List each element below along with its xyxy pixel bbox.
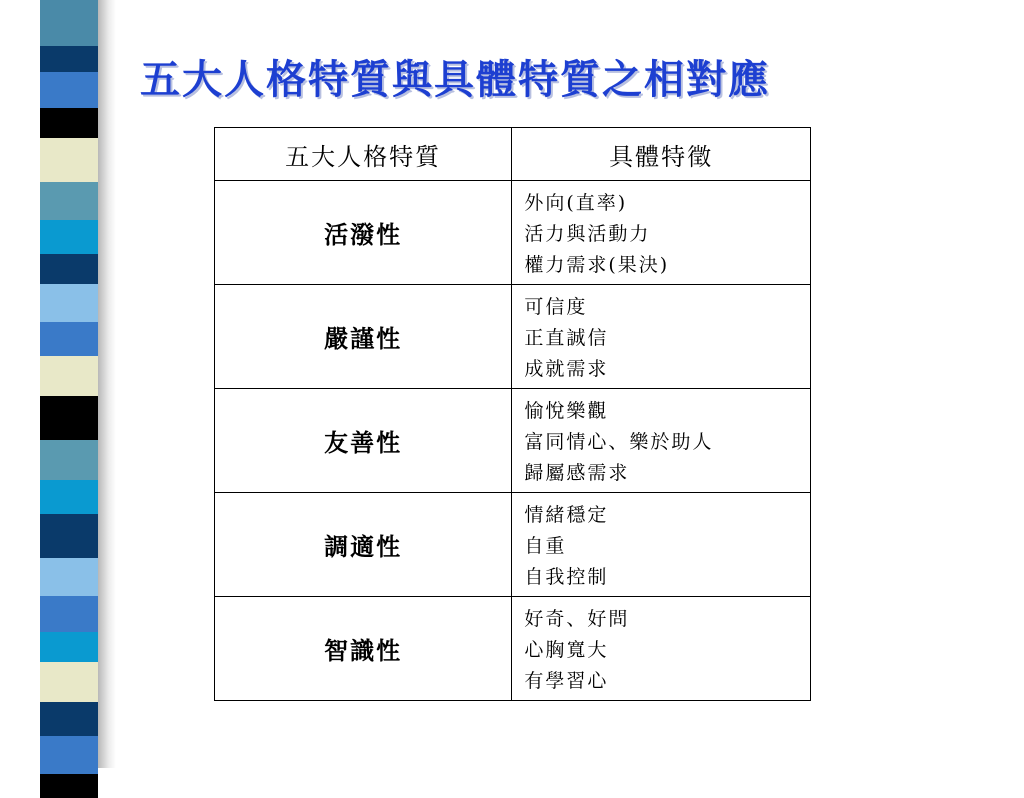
slide-title: 五大人格特質與具體特質之相對應	[140, 56, 770, 103]
decorative-stripe-bar	[40, 0, 98, 768]
trait-name: 調適性	[215, 493, 512, 597]
table-row	[215, 389, 811, 493]
trait-name: 友善性	[215, 389, 512, 493]
stripe-segment	[40, 558, 98, 596]
feature-item: 有學習心	[524, 670, 609, 692]
feature-list	[512, 389, 811, 493]
trait-name: 活潑性	[215, 181, 512, 285]
stripe-segment	[40, 774, 98, 798]
feature-item: 好奇、好問	[524, 608, 630, 630]
trait-name: 智識性	[215, 597, 512, 701]
stripe-segment	[40, 108, 98, 138]
stripe-segment	[40, 396, 98, 440]
feature-list	[512, 597, 811, 701]
stripe-segment	[40, 220, 98, 254]
table-row	[215, 285, 811, 389]
table-row	[215, 181, 811, 285]
feature-item: 活力與活動力	[524, 223, 651, 245]
feature-list	[512, 493, 811, 597]
feature-item: 自我控制	[524, 566, 609, 588]
stripe-segment	[40, 138, 98, 182]
stripe-segment	[40, 480, 98, 514]
feature-item: 富同情心、樂於助人	[524, 431, 714, 453]
trait-name: 嚴謹性	[215, 285, 512, 389]
stripe-segment	[40, 254, 98, 284]
header-trait: 五大人格特質	[215, 128, 512, 181]
feature-list	[512, 285, 811, 389]
feature-item: 情緒穩定	[524, 504, 609, 526]
stripe-segment	[40, 596, 98, 632]
feature-list	[512, 181, 811, 285]
stripe-segment	[40, 182, 98, 220]
feature-item: 外向(直率)	[524, 192, 628, 214]
feature-item: 歸屬感需求	[524, 462, 630, 484]
table-row	[215, 493, 811, 597]
header-features: 具體特徵	[512, 128, 811, 181]
stripe-segment	[40, 702, 98, 736]
feature-item: 自重	[524, 535, 567, 557]
stripe-segment	[40, 632, 98, 662]
table-header-row	[215, 128, 811, 181]
stripe-segment	[40, 356, 98, 396]
feature-item: 成就需求	[524, 358, 609, 380]
stripe-segment	[40, 72, 98, 108]
stripe-segment	[40, 514, 98, 558]
stripe-bar-shadow	[98, 0, 116, 768]
stripe-segment	[40, 322, 98, 356]
feature-item: 愉悅樂觀	[524, 400, 609, 422]
stripe-segment	[40, 284, 98, 322]
stripe-segment	[40, 736, 98, 774]
stripe-segment	[40, 46, 98, 72]
feature-item: 心胸寬大	[524, 639, 609, 661]
feature-item: 權力需求(果決)	[524, 254, 670, 276]
table-row	[215, 597, 811, 701]
stripe-segment	[40, 0, 98, 46]
feature-item: 正直誠信	[524, 327, 609, 349]
traits-table	[214, 127, 811, 701]
stripe-segment	[40, 662, 98, 702]
stripe-segment	[40, 440, 98, 480]
feature-item: 可信度	[524, 296, 588, 318]
